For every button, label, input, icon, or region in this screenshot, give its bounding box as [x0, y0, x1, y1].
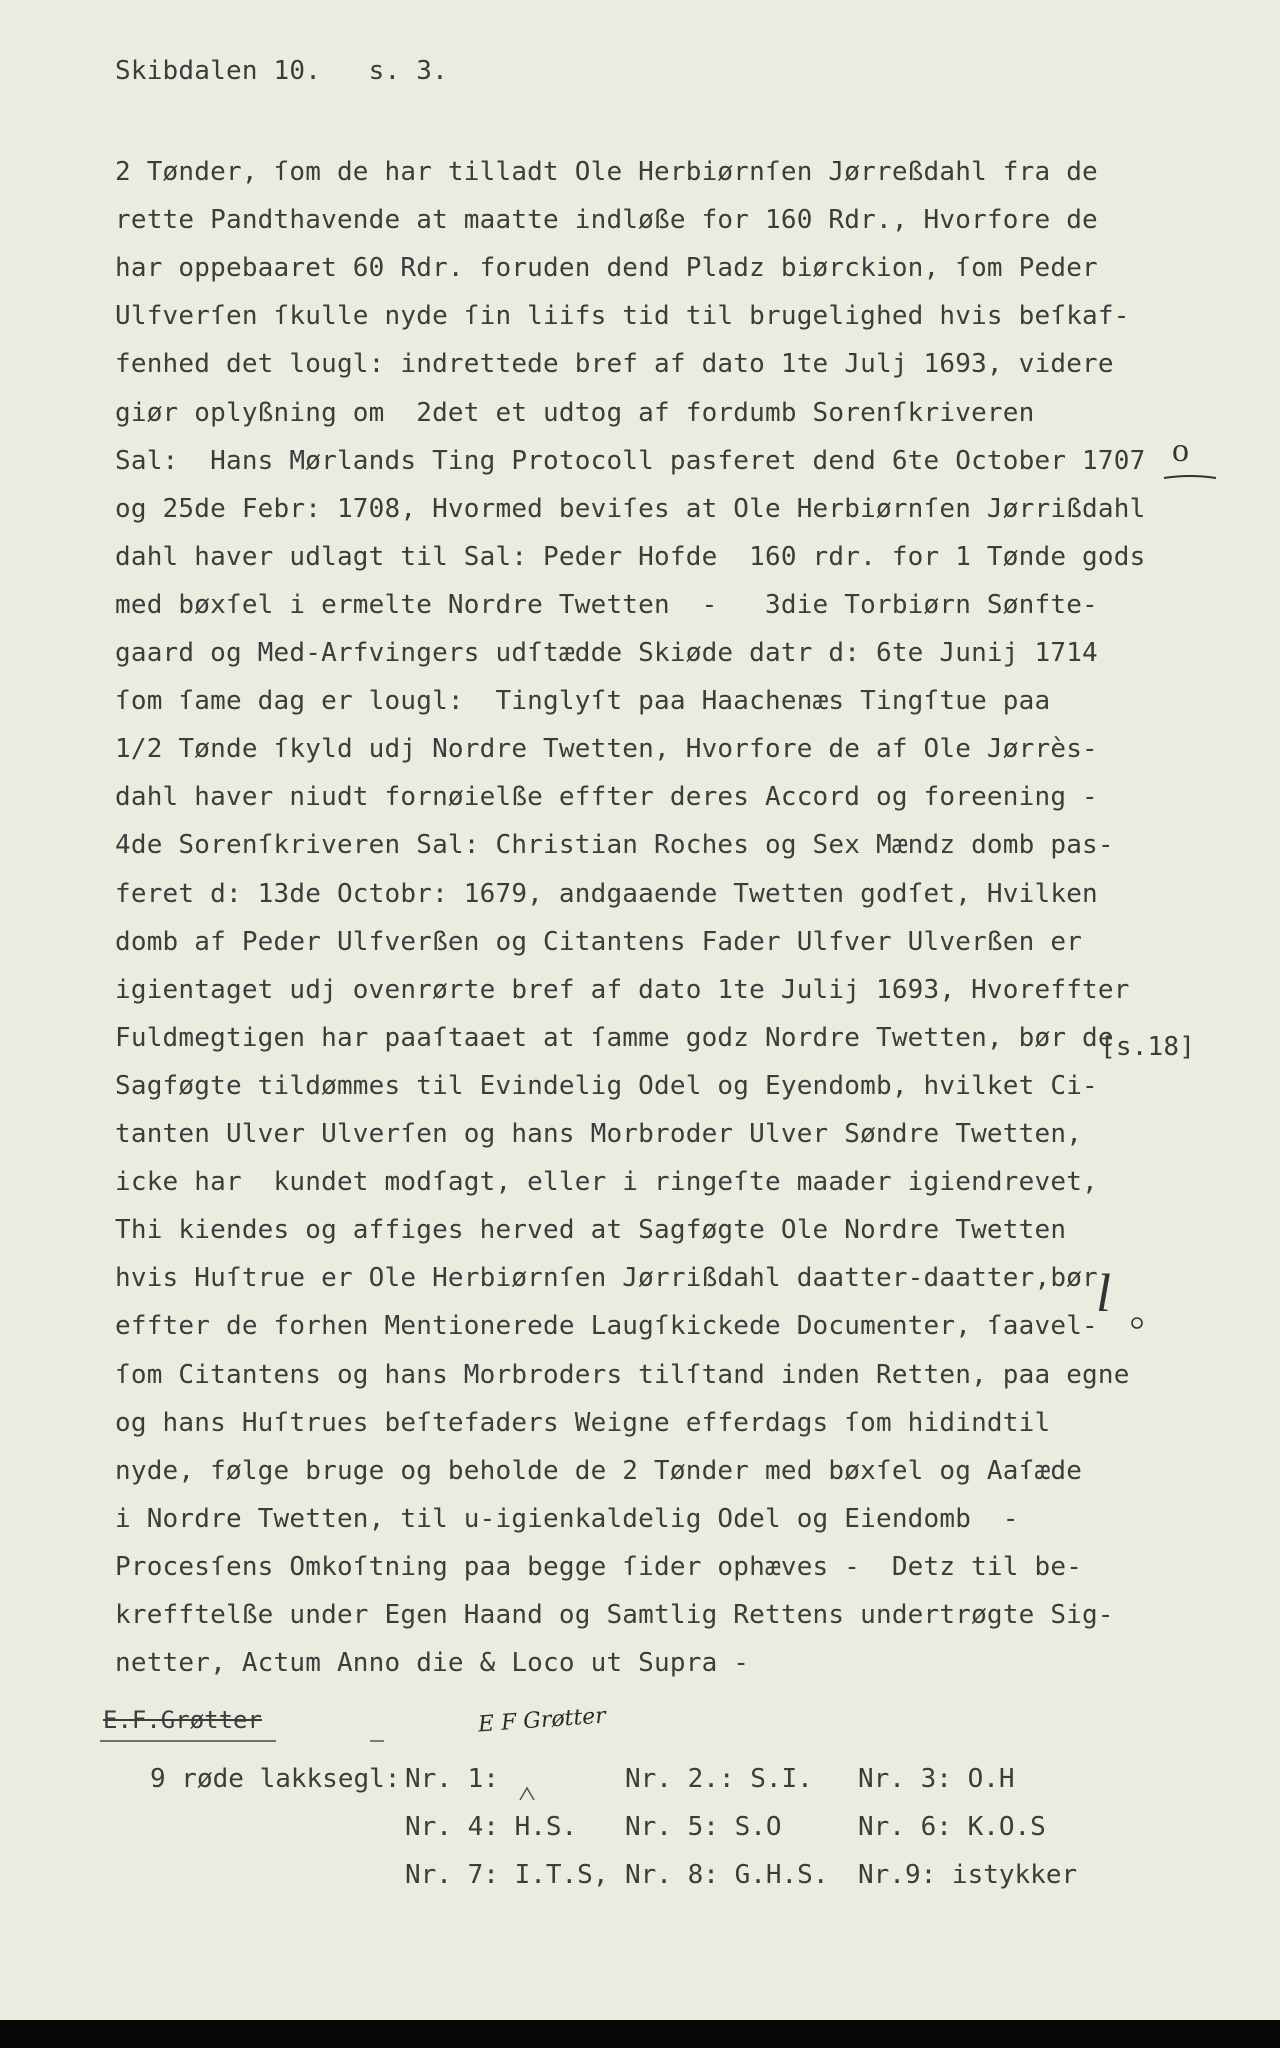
text-line: Ulfverſen ſkulle nyde ſin liifs tid til brugelighed hvis beſkaf- [115, 301, 1130, 332]
text-line: dahl haver udlagt til Sal: Peder Hofde 160 rdr. for 1 Tønde gods [115, 541, 1146, 572]
text-line: med bøxſel i ermelte Nordre Twetten - 3die Torbiørn Sønfte- [115, 589, 1098, 620]
seal-entry: Nr. 2.: S.I. [625, 1764, 813, 1794]
text-line: Procesſens Omkoſtning paa begge ſider ophæves - Detz til be- [115, 1551, 1083, 1582]
seal-entry: Nr. 3: O.H [858, 1764, 1015, 1794]
text-line: 4de Sorenſkriveren Sal: Christian Roches og Sex Mændz domb pas- [115, 830, 1114, 861]
text-line: rette Pandthavende at maatte indløße for 160 Rdr., Hvorfore de [115, 205, 1098, 236]
text-line: 1/2 Tønde ſkyld udj Nordre Twetten, Hvorfore de af Ole Jørrès- [115, 734, 1098, 765]
text-line: ſom ſame dag er lougl: Tinglyſt paa Haachenæs Tingſtue paa [115, 686, 1051, 717]
struck-name: E.F.Grøtter [103, 1706, 262, 1734]
struck-underline [100, 1738, 280, 1744]
text-line: giør oplyßning om 2det et udtog af fordumb Sorenſkriveren [115, 397, 1035, 428]
margin-circle-mark [1128, 1314, 1146, 1332]
seal-entry: Nr. 4: H.S. [405, 1812, 578, 1842]
seal-entry: Nr. 6: K.O.S [858, 1812, 1046, 1842]
text-line: ſom Citantens og hans Morbroders tilſtand inden Retten, paa egne [115, 1359, 1130, 1390]
page-heading: Skibdalen 10. s. 3. [115, 56, 448, 86]
text-line: og hans Huſtrues beſtefaders Weigne efferdags ſom hidindtil [115, 1407, 1051, 1438]
text-line: fenhed det lougl: indrettede bref af dato 1te Julj 1693, videre [115, 349, 1114, 380]
text-line: hvis Huſtrue er Ole Herbiørnſen Jørrißdahl daatter-daatter,bør [115, 1263, 1098, 1294]
handwritten-signature: E F Grøtter [477, 1703, 607, 1738]
text-line: 2 Tønder, ſom de har tilladt Ole Herbiørnſen Jørreßdahl fra de [115, 157, 1098, 187]
margin-note-zero: o [1172, 432, 1189, 469]
text-line: og 25de Febr: 1708, Hvormed beviſes at Ole Herbiørnſen Jørrißdahl [115, 493, 1146, 524]
margin-dash-mark [1160, 470, 1220, 484]
text-line: effter de forhen Mentionerede Laugſkickede Documenter, ſaavel- [115, 1311, 1098, 1342]
text-line: icke har kundet modſagt, eller i ringeſte maader igiendrevet, [115, 1167, 1098, 1198]
seals-label: 9 røde lakksegl: [150, 1764, 401, 1794]
seal-entry: Nr. 5: S.O [625, 1812, 782, 1842]
dash-mark [368, 1738, 388, 1744]
text-line: domb af Peder Ulfverßen og Citantens Fader Ulfver Ulverßen er [115, 926, 1083, 957]
text-line: Sagføgte tildømmes til Evindelig Odel og Eyendomb, hvilket Ci- [115, 1070, 1098, 1101]
seal-entry: Nr. 1: [405, 1764, 499, 1794]
text-line: Thi kiendes og affiges herved at Sagføgte Ole Nordre Twetten [115, 1215, 1067, 1246]
text-line: tanten Ulver Ulverſen og hans Morbroder Ulver Søndre Twetten, [115, 1119, 1083, 1149]
text-line: dahl haver niudt fornøielße effter deres Accord og foreening - [115, 782, 1098, 813]
text-line: Sal: Hans Mørlands Ting Protocoll pasferet dend 6te October 1707 [115, 445, 1146, 476]
text-line: feret d: 13de Octobr: 1679, andgaaende Twetten godſet, Hvilken [115, 878, 1098, 909]
margin-note-page-ref: [s.18] [1100, 1032, 1196, 1062]
text-line: nyde, følge bruge og beholde de 2 Tønder med bøxſel og Aaſæde [115, 1455, 1083, 1486]
caret-mark [518, 1786, 536, 1802]
text-line: Fuldmegtigen har paaſtaaet at ſamme godz Nordre Twetten, bør de [115, 1022, 1114, 1053]
text-line: i Nordre Twetten, til u-igienkaldelig Odel og Eiendomb - [115, 1503, 1019, 1534]
text-line: igientaget udj ovenrørte bref af dato 1te Julij 1693, Hvoreffter [115, 974, 1130, 1005]
seal-entry: Nr.9: istykker [858, 1860, 1078, 1890]
seal-entry: Nr. 8: G.H.S. [625, 1860, 829, 1890]
margin-note-letter: l [1096, 1263, 1112, 1323]
seal-entry: Nr. 7: I.T.S, [405, 1860, 609, 1890]
text-line: har oppebaaret 60 Rdr. foruden dend Pladz biørckion, ſom Peder [115, 253, 1098, 284]
text-line: gaard og Med-Arfvingers udſtædde Skiøde datr d: 6te Junij 1714 [115, 638, 1098, 668]
text-line: krefftelße under Egen Haand og Samtlig Rettens undertrøgte Sig- [115, 1600, 1114, 1630]
text-line: netter, Actum Anno die & Loco ut Supra - [115, 1648, 750, 1679]
